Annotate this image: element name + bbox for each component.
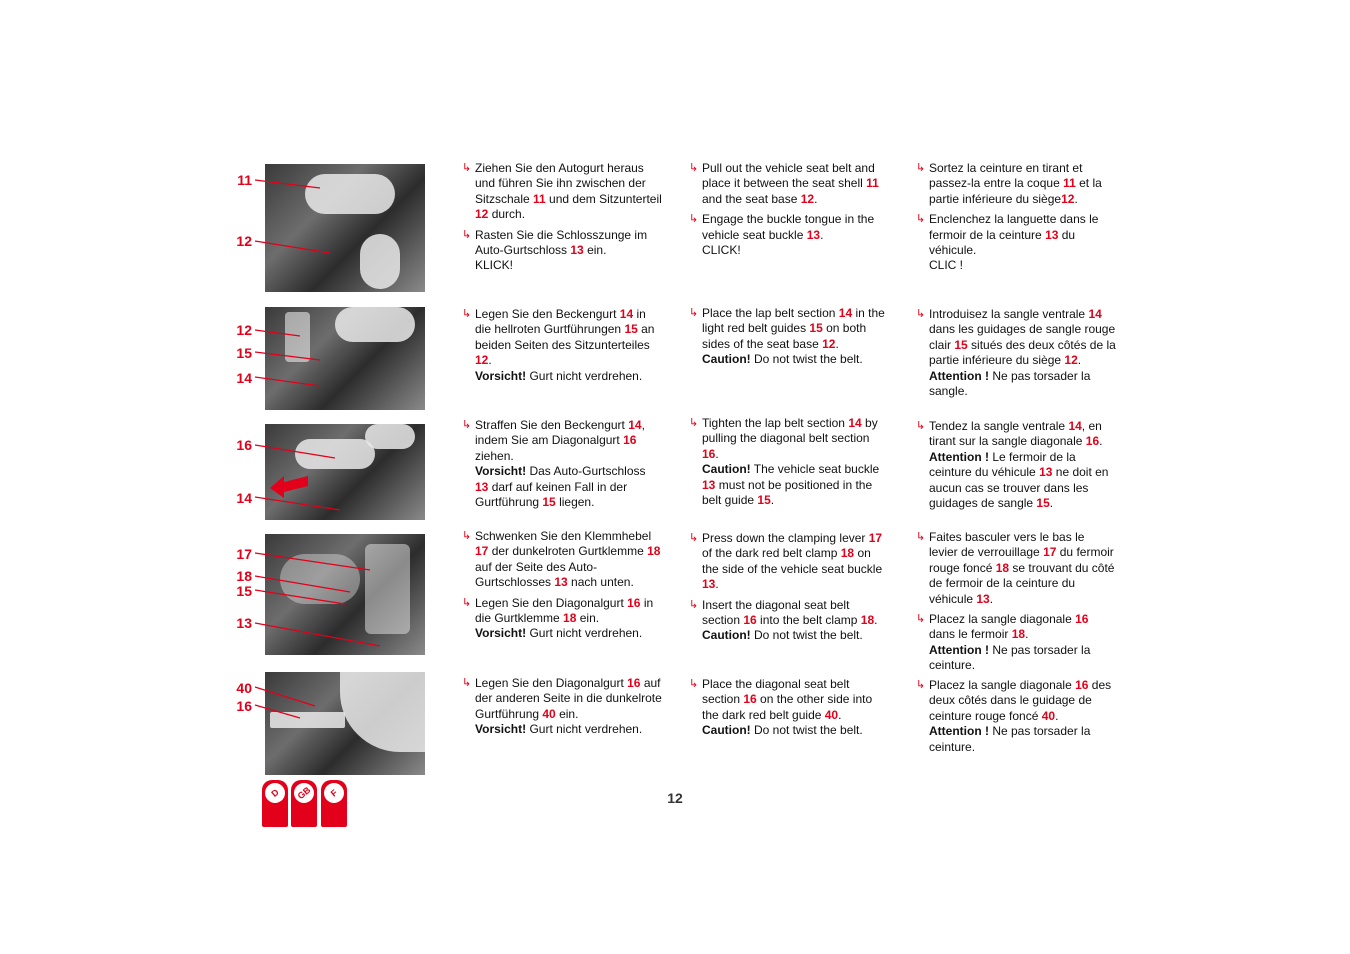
step-text: . — [1049, 496, 1054, 511]
part-reference-number: 14 — [619, 307, 634, 321]
callout-label: 18 — [236, 568, 252, 584]
instructions-en-row-5 — [689, 677, 889, 744]
instructions-en-row-4 — [689, 531, 889, 649]
step-arrow-icon: ↳ — [689, 162, 699, 174]
step-text: Placez la sangle diagonale — [929, 678, 1076, 692]
callout-label: 12 — [236, 322, 252, 338]
step-text: Ziehen Sie den Autogurt heraus und führen Sie ihn zwischen der Sitzschale — [475, 161, 646, 206]
step-arrow-icon: ↳ — [462, 228, 472, 241]
step-text: ein. — [555, 706, 579, 721]
instruction-step — [689, 531, 889, 593]
step-arrow-icon: ↳ — [462, 596, 472, 609]
step-text: Place the diagonal seat belt section — [702, 677, 850, 707]
instructions-fr-row-2 — [916, 307, 1116, 404]
warning-label: Vorsicht! — [475, 722, 527, 737]
step-arrow-icon: ↳ — [916, 679, 926, 691]
step-text: du fermoir rouge foncé — [929, 545, 1114, 575]
warning-label: Vorsicht! — [475, 368, 527, 383]
step-text: Engage the buckle tongue in the vehicle seat buckle — [702, 212, 875, 242]
step-text: Insert the diagonal seat belt section — [702, 597, 850, 628]
part-reference-number: 16 — [743, 692, 757, 707]
step-text: on both sides of the seat base — [702, 321, 867, 351]
step-text: . — [874, 613, 878, 628]
step-text: Placez la sangle diagonale — [929, 612, 1076, 627]
step-text: Straffen Sie den Beckengurt — [475, 418, 629, 432]
language-tab-label: D — [261, 779, 289, 807]
step-text: Pull out the vehicle seat belt and place it between the seat shell — [702, 161, 875, 191]
warning-label: Attention ! — [929, 368, 989, 383]
step-arrow-icon: ↳ — [916, 420, 926, 432]
part-reference-number: 13 — [1039, 465, 1053, 480]
part-reference-number: 40 — [542, 706, 556, 721]
instructions-de-row-5 — [462, 676, 662, 743]
step-text: der dunkelroten Gurtklemme — [488, 544, 648, 559]
callout-label: 40 — [236, 680, 252, 696]
step-text: by pulling the diagonal belt section — [702, 416, 878, 446]
step-text: an beiden Seiten des Sitzunterteiles — [475, 322, 655, 352]
part-reference-number: 18 — [840, 546, 855, 561]
warning-label: Caution! — [702, 462, 751, 477]
instruction-step — [916, 307, 1116, 399]
part-reference-number: 16 — [627, 676, 641, 690]
instructions-fr-row-3 — [916, 419, 1116, 516]
instruction-step — [916, 212, 1116, 274]
warning-label: Caution! — [702, 628, 751, 643]
step-text: Press down the clamping lever — [702, 531, 869, 545]
part-reference-number: 18 — [647, 544, 661, 559]
instruction-step — [689, 416, 889, 508]
step-text: . — [1074, 191, 1078, 206]
instructions-fr-row-5 — [916, 678, 1116, 760]
step-text: situés des deux côtés de la partie inférieure du siège — [929, 337, 1116, 368]
instruction-step — [462, 596, 662, 642]
step-text: Sortez la ceinture en tirant et passez-la entre la coque — [929, 161, 1083, 191]
part-reference-number: 13 — [806, 227, 821, 242]
part-reference-number: 13 — [1045, 227, 1059, 242]
part-reference-number: 40 — [824, 707, 839, 722]
step-text: se trouvant du côté de fermoir de la ceinture du véhicule — [929, 560, 1115, 606]
part-reference-number: 13 — [702, 577, 716, 592]
part-reference-number: 17 — [475, 544, 489, 559]
part-reference-number: 16 — [702, 446, 716, 461]
instruction-step — [916, 161, 1116, 207]
part-reference-number: 15 — [542, 495, 556, 510]
callout-label: 16 — [236, 698, 252, 714]
step-text: Enclenchez la languette dans le fermoir de la ceinture — [929, 212, 1099, 242]
warning-label: Vorsicht! — [475, 464, 527, 479]
part-reference-number: 15 — [809, 321, 823, 336]
instruction-step — [462, 228, 662, 274]
photo-step-5 — [265, 672, 425, 775]
step-text: du véhicule. — [929, 227, 1076, 258]
step-text: . — [820, 227, 824, 242]
step-text: . — [814, 191, 818, 206]
step-text: Legen Sie den Diagonalgurt — [475, 676, 628, 690]
callout-label: 17 — [236, 546, 252, 562]
step-text: darf auf keinen Fall in der Gurtführung — [475, 479, 628, 510]
photo-step-2 — [265, 307, 425, 410]
step-text: dans les guidages de sangle rouge clair — [929, 322, 1116, 352]
instruction-step — [916, 678, 1116, 755]
instruction-step — [462, 307, 662, 384]
step-text: Gurt nicht verdrehen. — [526, 722, 643, 737]
warning-label: Caution! — [702, 723, 751, 738]
step-arrow-icon: ↳ — [689, 417, 699, 429]
step-text: . — [488, 353, 492, 368]
step-text: CLIC ! — [929, 258, 964, 273]
step-text: on the side of the vehicle seat buckle — [702, 546, 883, 576]
part-reference-number: 12 — [475, 353, 489, 368]
step-text: Place the lap belt section — [702, 306, 839, 320]
step-text: Do not twist the belt. — [750, 723, 863, 738]
step-text: Tighten the lap belt section — [702, 416, 849, 430]
instructions-en-row-3 — [689, 416, 889, 513]
step-arrow-icon: ↳ — [462, 308, 472, 320]
part-reference-number: 14 — [848, 416, 862, 430]
step-text: . — [715, 577, 719, 592]
callout-label: 14 — [236, 370, 252, 386]
step-arrow-icon: ↳ — [689, 598, 699, 611]
step-text: Do not twist the belt. — [750, 352, 863, 367]
part-reference-number: 12 — [1064, 353, 1078, 368]
step-text: in die Gurtklemme — [475, 595, 654, 626]
part-reference-number: 13 — [554, 575, 568, 590]
step-text: into the belt clamp — [756, 613, 861, 628]
part-reference-number: 13 — [475, 479, 489, 494]
step-text: und dem Sitzunterteil — [545, 191, 662, 206]
step-text: Ne pas torsader la sangle. — [929, 368, 1091, 399]
callout-label: 15 — [236, 345, 252, 361]
part-reference-number: 11 — [1063, 176, 1076, 191]
language-tab-label: F — [320, 779, 348, 807]
warning-label: Attention ! — [929, 449, 989, 464]
step-arrow-icon: ↳ — [916, 308, 926, 320]
part-reference-number: 14 — [838, 306, 853, 320]
part-reference-number: 15 — [757, 493, 771, 508]
step-text: nach unten. — [567, 575, 634, 590]
step-text: in die hellroten Gurtführungen — [475, 307, 646, 337]
step-text: must not be positioned in the belt guide — [702, 477, 873, 508]
step-text: . — [770, 493, 775, 508]
step-arrow-icon: ↳ — [689, 213, 699, 226]
language-tab-label: GB — [290, 779, 318, 807]
instruction-step — [462, 161, 662, 223]
step-text: , en tirant sur la sangle diagonale — [929, 419, 1102, 449]
step-arrow-icon: ↳ — [462, 162, 472, 174]
part-reference-number: 15 — [624, 322, 638, 337]
warning-label: Attention ! — [929, 724, 989, 739]
part-reference-number: 16 — [627, 595, 641, 610]
step-text: Das Auto-Gurtschloss — [526, 464, 646, 479]
step-text: auf der Seite des Auto-Gurtschlosses — [475, 559, 598, 590]
step-arrow-icon: ↳ — [916, 613, 926, 626]
instructions-en-row-2 — [689, 306, 889, 373]
part-reference-number: 18 — [1011, 627, 1026, 642]
step-arrow-icon: ↳ — [916, 213, 926, 226]
step-text: durch. — [488, 207, 526, 222]
step-text: ein. — [583, 243, 607, 258]
warning-label: Caution! — [702, 352, 751, 367]
step-text: Legen Sie den Beckengurt — [475, 307, 620, 321]
part-reference-number: 14 — [1088, 307, 1102, 321]
callout-label: 11 — [237, 172, 252, 188]
step-text: KLICK! — [475, 258, 514, 273]
part-reference-number: 16 — [743, 613, 757, 628]
step-text: Do not twist the belt. — [750, 628, 863, 643]
instructions-fr-row-1 — [916, 161, 1116, 279]
step-text: . — [989, 591, 994, 606]
instruction-step — [689, 212, 889, 258]
step-text: . — [1025, 627, 1029, 642]
instructions-en-row-1 — [689, 161, 889, 263]
part-reference-number: 15 — [1036, 496, 1050, 511]
part-reference-number: 11 — [533, 191, 546, 206]
photo-step-4 — [265, 534, 425, 655]
step-text: et la partie inférieure du siège — [929, 176, 1102, 206]
instruction-step — [462, 676, 662, 738]
step-text: of the dark red belt clamp — [702, 546, 841, 561]
instruction-step — [689, 598, 889, 644]
part-reference-number: 16 — [1085, 434, 1100, 449]
step-text: . — [1099, 434, 1103, 449]
instruction-step — [689, 306, 889, 368]
instructions-de-row-3 — [462, 418, 662, 515]
step-text: The vehicle seat buckle — [750, 462, 880, 477]
step-text: in the light red belt guides — [702, 306, 885, 336]
pull-arrow-icon — [268, 470, 310, 498]
step-text: ein. — [576, 611, 600, 626]
step-text: Rasten Sie die Schlosszunge im Auto-Gurtschloss — [475, 227, 648, 258]
part-reference-number: 17 — [868, 531, 883, 545]
part-reference-number: 13 — [570, 243, 584, 258]
step-text: Ne pas torsader la ceinture. — [929, 724, 1091, 754]
instruction-step — [916, 419, 1116, 511]
part-reference-number: 16 — [1075, 612, 1089, 627]
part-reference-number: 40 — [1041, 708, 1056, 723]
warning-label: Vorsicht! — [475, 626, 527, 641]
part-reference-number: 18 — [995, 560, 1010, 575]
part-reference-number: 18 — [860, 613, 875, 628]
instructions-de-row-1 — [462, 161, 662, 279]
step-text: liegen. — [555, 495, 595, 510]
step-text: dans le fermoir — [929, 627, 1012, 642]
callout-label: 12 — [236, 233, 252, 249]
warning-label: Attention ! — [929, 642, 989, 657]
callout-label: 16 — [236, 437, 252, 453]
step-arrow-icon: ↳ — [689, 532, 699, 544]
step-text: des deux côtés dans le guidage de ceinture rouge foncé — [929, 678, 1112, 723]
instruction-step — [689, 161, 889, 207]
step-arrow-icon: ↳ — [689, 678, 699, 690]
instruction-step — [916, 612, 1116, 674]
step-text: . — [838, 707, 842, 722]
step-text: Schwenken Sie den Klemmhebel — [475, 529, 652, 543]
step-arrow-icon: ↳ — [916, 531, 926, 543]
part-reference-number: 15 — [954, 337, 968, 352]
instruction-step — [462, 529, 662, 591]
step-text: Tendez la sangle ventrale — [929, 419, 1069, 433]
instruction-step — [689, 677, 889, 739]
step-text: Le fermoir de la ceinture du véhicule — [929, 449, 1076, 480]
part-reference-number: 13 — [976, 591, 990, 606]
callout-label: 13 — [236, 615, 252, 631]
step-arrow-icon: ↳ — [916, 162, 926, 174]
instructions-de-row-2 — [462, 307, 662, 389]
step-arrow-icon: ↳ — [462, 530, 472, 542]
step-arrow-icon: ↳ — [462, 677, 472, 689]
step-text: , indem Sie am Diagonalgurt — [475, 418, 645, 448]
step-text: on the other side into the dark red belt guide — [702, 692, 873, 722]
part-reference-number: 16 — [1075, 678, 1089, 692]
part-reference-number: 12 — [475, 207, 489, 222]
instructions-fr-row-4 — [916, 530, 1116, 679]
part-reference-number: 17 — [1043, 545, 1057, 560]
page-number: 12 — [667, 790, 683, 806]
instruction-step — [916, 530, 1116, 607]
step-text: . — [1077, 353, 1082, 368]
step-text: auf der anderen Seite in die dunkelrote Gurtführung — [475, 676, 662, 721]
part-reference-number: 12 — [1061, 191, 1075, 206]
callout-label: 15 — [236, 583, 252, 599]
step-text: ziehen. — [475, 448, 514, 463]
step-text: Faites basculer vers le bas le levier de verrouillage — [929, 530, 1085, 560]
step-text: and the seat base — [702, 191, 801, 206]
part-reference-number: 14 — [1068, 419, 1082, 433]
part-reference-number: 12 — [822, 336, 836, 351]
step-text: ne doit en aucun cas se trouver dans les guidages de sangle — [929, 465, 1109, 511]
instruction-step — [462, 418, 662, 510]
step-text: CLICK! — [702, 243, 741, 258]
photo-step-1 — [265, 164, 425, 292]
step-arrow-icon: ↳ — [689, 307, 699, 319]
part-reference-number: 11 — [866, 176, 879, 191]
step-text: Ne pas torsader la ceinture. — [929, 642, 1091, 673]
step-arrow-icon: ↳ — [462, 419, 472, 431]
part-reference-number: 12 — [800, 191, 815, 206]
part-reference-number: 13 — [702, 477, 716, 492]
callout-label: 14 — [236, 490, 252, 506]
part-reference-number: 18 — [563, 611, 577, 626]
step-text: Introduisez la sangle ventrale — [929, 307, 1089, 321]
step-text: . — [715, 446, 719, 461]
step-text: Legen Sie den Diagonalgurt — [475, 595, 628, 610]
step-text: Gurt nicht verdrehen. — [526, 368, 643, 383]
step-text: Gurt nicht verdrehen. — [526, 626, 643, 641]
part-reference-number: 14 — [628, 418, 642, 432]
part-reference-number: 16 — [623, 433, 637, 448]
step-text: . — [1055, 708, 1059, 723]
step-text: . — [835, 336, 839, 351]
instructions-de-row-4 — [462, 529, 662, 647]
